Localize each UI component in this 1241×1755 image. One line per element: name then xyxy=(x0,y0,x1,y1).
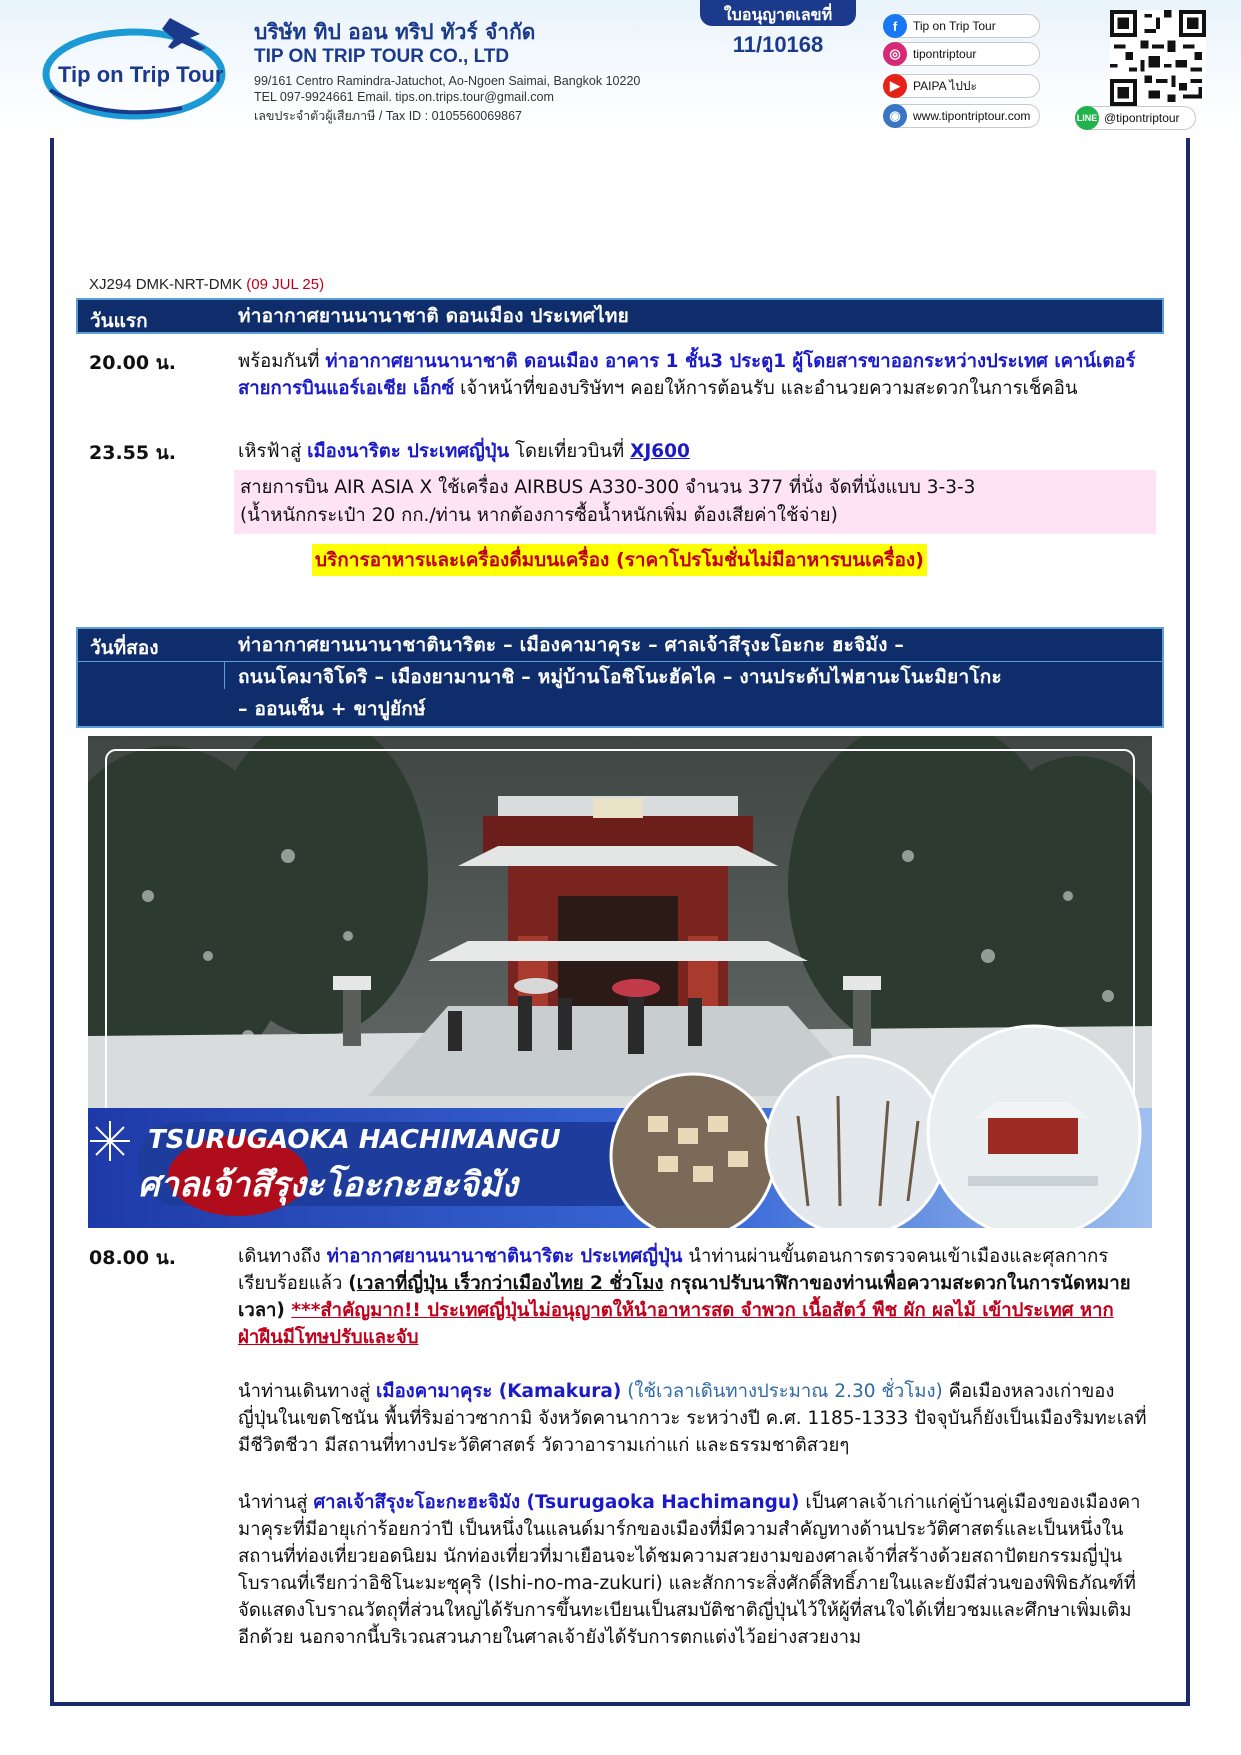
company-name-en: TIP ON TRIP TOUR CO., LTD xyxy=(254,46,510,67)
itinerary-paragraph: เดินทางถึง ท่าอากาศยานนานาชาตินาริตะ ประเทศญี่ปุ่น นำท่านผ่านขั้นตอนการตรวจคนเข้าเมืองและศุลกากร เรียบร้อยแล้ว (เวลาที่ญี่ปุ่น เร็วกว่าเมืองไทย 2 ชั่วโมง กรุณาปรับนาฬิกาของท่านเพื่อความสะดวกในการนัดหมายเวลา) ***สำคัญมาก!! ประเทศญี่ปุ่นไม่อนุญาตให้นำอาหารสด จำพวก เนื้อสัตว์ พืช ผัก ผลไม้ เข้าประเทศ หากฝ่าฝืนมีโทษปรับและจับ xyxy=(238,1246,1131,1348)
social-link[interactable] xyxy=(884,14,1040,38)
logo-text: Tip on Trip Tour xyxy=(58,62,224,87)
time-label: 20.00 น. xyxy=(89,352,176,374)
flight-date: (09 JUL 25) xyxy=(246,276,325,293)
social-label: Tip on Trip Tour xyxy=(913,19,996,33)
instagram-icon: ◎ xyxy=(883,42,907,66)
youtube-icon: ▶ xyxy=(883,74,907,98)
line-id-tag[interactable] xyxy=(1076,106,1196,130)
day-label: วันที่สอง xyxy=(90,637,159,659)
meal-note: บริการอาหารและเครื่องดื่มบนเครื่อง (ราคาโปรโมชั่นไม่มีอาหารบนเครื่อง) xyxy=(312,544,927,576)
itinerary-paragraph: นำท่านสู่ ศาลเจ้าสึรุงะโอะกะฮะจิมัง (Tsurugaoka Hachimangu) เป็นศาลเจ้าเก่าแก่คู่บ้านคู่เมืองของเมืองคามาคุระที่มีอายุเก่าร้อยกว่าปี เป็นหนึ่งในแลนด์มาร์กของเมืองที่มีความสำคัญทางด้านประวัติศาสตร์และเป็นหนึ่งในสถานที่ท่องเที่ยวยอดนิยม นักท่องเที่ยวที่มาเยือนจะได้ชมความสวยงามของศาลเจ้าที่สร้างด้วยสถาปัตยกรรมญี่ปุ่นโบราณที่เรียกว่าอิชิโนะมะซุคุริ (Ishi-no-ma-zukuri) และสักการะสิ่งศักดิ์สิทธิ์ภายในและยังมีส่วนของพิพิธภัณฑ์ที่จัดแสดงโบราณวัตถุที่ส่วนใหญ่ได้รับการขึ้นทะเบียนเป็นสมบัติชาติญี่ปุ่นไว้ให้ผู้ที่สนใจได้เที่ยวชมและศึกษาเพิ่มเติมอีกด้วย นอกจากนี้บริเวณสวนภายในศาลเจ้ายังได้รับการตกแต่งไว้อย่างสวยงาม xyxy=(238,1492,1141,1648)
aircraft-info: สายการบิน AIR ASIA X ใช้เครื่อง AIRBUS A330-300 จำนวน 377 ที่นั่ง จัดที่นั่งแบบ 3-3-3 xyxy=(240,477,976,498)
company-contact: TEL 097-9924661 Email. tips.on.trips.tour@gmail.com xyxy=(254,90,554,104)
social-label: PAIPA ไปปะ xyxy=(913,78,977,93)
license-number: 11/10168 xyxy=(732,32,824,57)
facebook-icon: f xyxy=(883,14,907,38)
snowflake-icon xyxy=(90,1121,130,1161)
flight-number: XJ600 xyxy=(630,441,690,462)
baggage-info: (น้ำหนักกระเป๋า 20 กก./ท่าน หากต้องการซื้อน้ำหนักเพิ่ม ต้องเสียค่าใช้จ่าย) xyxy=(240,505,838,526)
social-label: tipontriptour xyxy=(913,47,977,61)
day-title: ท่าอากาศยานนานาชาตินาริตะ – เมืองคามาคุระ – ศาลเจ้าสึรุงะโอะกะ ฮะจิมัง – ถนนโคมาจิโดริ – เมืองยามานาชิ – หมู่บ้านโอชิโนะฮัคไค – งานประดับไฟฮานะโนะมิยาโกะ – ออนเซ็น + ขาปูยักษ์ xyxy=(238,634,1002,720)
aircraft-info-box xyxy=(234,470,1156,534)
time-label: 08.00 น. xyxy=(89,1247,176,1269)
tsurugaoka-hachimangu-photo xyxy=(88,736,1152,1228)
day-label: วันแรก xyxy=(90,310,148,332)
social-label: www.tipontriptour.com xyxy=(913,109,1031,123)
day-title: ท่าอากาศยานนานาชาติ ดอนเมือง ประเทศไทย xyxy=(238,305,629,327)
license-label: ใบอนุญาตเลขที่ xyxy=(700,0,856,26)
company-tax-id: เลขประจำตัวผู้เสียภาษี / Tax ID : 0105560069867 xyxy=(254,109,523,123)
day1-header xyxy=(76,298,1164,334)
banner-title-th: ศาลเจ้าสึรุงะโอะกะฮะจิมัง xyxy=(138,1165,518,1205)
itinerary-paragraph: นำท่านเดินทางสู่ เมืองคามาคุระ (Kamakura) (ใช้เวลาเดินทางประมาณ 2.30 ชั่วโมง) คือเมืองหลวงเก่าของญี่ปุ่นในเขตโชนัน พื้นที่ริมอ่าวซากามิ จังหวัดคานากาวะ ระหว่างปี ค.ศ. 1185-1333 ปัจจุบันก็ยังเป็นเมืองริมทะเลที่มีชีวิตชีวา มีสถานที่ทางประวัติศาสตร์ วัดวาอารามเก่าแก่ และธรรมชาติสวยๆ xyxy=(238,1381,1147,1456)
social-link[interactable] xyxy=(884,74,1040,98)
import-warning: ***สำคัญมาก!! ประเทศญี่ปุ่นไม่อนุญาตให้นำอาหารสด จำพวก เนื้อสัตว์ พืช ผัก ผลไม้ เข้าประเทศ หากฝ่าฝืนมีโทษปรับและจับ xyxy=(238,1300,1114,1348)
website-icon: ◉ xyxy=(883,104,907,128)
itinerary-paragraph: เหิรฟ้าสู่ เมืองนาริตะ ประเทศญี่ปุ่น โดยเที่ยวบินที่ XJ600 xyxy=(238,441,690,462)
company-logo xyxy=(42,12,232,124)
company-address: 99/161 Centro Ramindra-Jatuchot, Ao-Ngoen Saimai, Bangkok 10220 xyxy=(254,74,641,88)
social-link[interactable] xyxy=(884,42,1040,66)
itinerary-paragraph: พร้อมกันที่ ท่าอากาศยานนานาชาติ ดอนเมือง อาคาร 1 ชั้น3 ประตู1 ผู้โดยสารขาออกระหว่างประเทศ เคาน์เตอร์ สายการบินแอร์เอเชีย เอ็กซ์ เจ้าหน้าที่ของบริษัทฯ คอยให้การต้อนรับ และอำนวยความสะดวกในการเช็คอิน xyxy=(238,351,1136,399)
line-icon: LINE xyxy=(1075,106,1099,130)
day2-header xyxy=(76,627,1164,728)
time-label: 23.55 น. xyxy=(89,442,176,464)
flight-code: XJ294 DMK-NRT-DMK (09 JUL 25) xyxy=(89,276,325,293)
company-name-th: บริษัท ทิป ออน ทริป ทัวร์ จำกัด xyxy=(254,20,536,44)
social-link[interactable] xyxy=(884,104,1040,128)
qr-code xyxy=(1110,10,1206,106)
letterhead xyxy=(0,0,1241,138)
license-box xyxy=(700,0,856,62)
line-id: @tipontriptour xyxy=(1104,111,1180,125)
banner-title-en: TSURUGAOKA HACHIMANGU xyxy=(148,1125,561,1155)
